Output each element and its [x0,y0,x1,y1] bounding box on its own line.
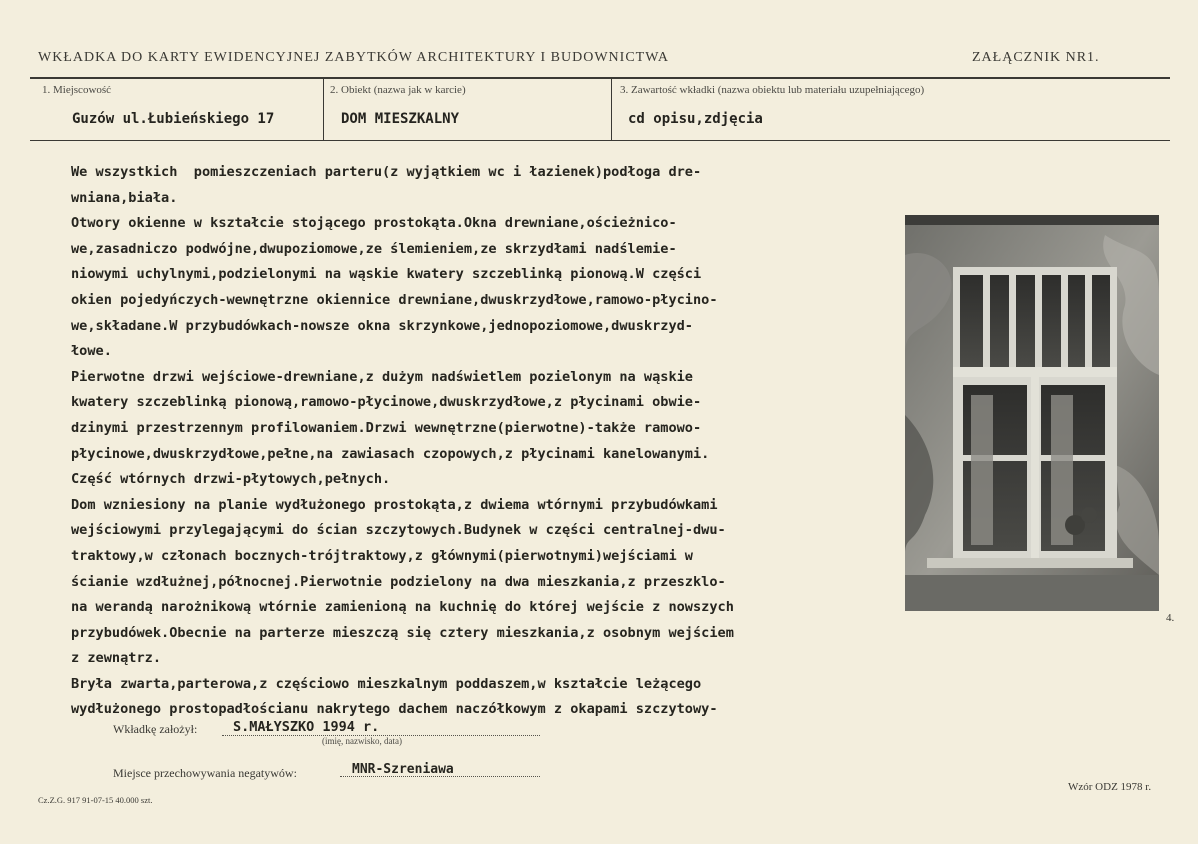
description-line: łowe. [71,343,112,360]
description-line: niowymi uchylnymi,podzielonymi na wąskie kwatery szczeblinką pionową.W części [71,266,702,283]
header-rule-top [30,77,1170,79]
description-line: wniana,biała. [71,189,178,206]
description-text [71,160,881,723]
founder-label: Wkładkę założył: [113,722,198,736]
field-contents-value: cd opisu,zdjęcia [628,111,763,127]
negatives-label: Miejsce przechowywania negatywów: [113,766,297,780]
description-line: traktowy,w członach bocznych-trójtraktowy,z głównymi(pierwotnymi)wejściami w [71,547,693,564]
negatives-dotted-line [340,776,540,777]
field-object-value: DOM MIESZKALNY [341,111,460,127]
description-line: na werandą narożnikową wtórnie zamienioną na kuchnię do której wejście z nowszych [71,599,734,616]
description-line: wydłużonego prostopadłościanu nakrytego dachem naczółkowym z okapami szczytowy- [71,701,718,718]
description-line: We wszystkich pomieszczeniach parteru(z wyjątkiem wc i łazienek)podłoga dre- [71,164,702,180]
window-photo [905,215,1159,611]
description-line: we,zasadniczo podwójne,dwupoziomowe,ze ślemieniem,ze skrzydłami nadślemie- [71,240,677,257]
founder-caption: (imię, nazwisko, data) [322,736,402,746]
field-locality-label: 1. Miejscowość [42,84,112,96]
description-line: przybudówek.Obecnie na parterze mieszczą się cztery mieszkania,z osobnym wejściem [71,624,734,641]
description-line: Pierwotne drzwi wejściowe-drewniane,z dużym nadświetlem pozielonym na wąskie [71,368,693,385]
description-line: dzinymi przestrzennym profilowaniem.Drzwi wewnętrzne(pierwotne)-także ramowo- [71,419,702,436]
field-locality-value: Guzów ul.Łubieńskiego 17 [72,111,275,127]
description-line: z zewnątrz. [71,650,162,667]
description-line: Część wtórnych drzwi-płytowych,pełnych. [71,471,391,488]
form-version: Wzór ODZ 1978 r. [1068,781,1152,793]
description-line: okien pojedyńczych-wewnętrzne okiennice drewniane,dwuskrzydłowe,ramowo-płycino- [71,291,718,308]
header-rule-bottom [30,140,1170,141]
description-line: ścianie wzdłużnej,północnej.Pierwotnie podzielony na dwa mieszkania,z przeszklo- [71,573,726,590]
field-contents-label: 3. Zawartość wkładki (nazwa obiektu lub materiału uzupełniającego) [620,84,925,96]
description-line: wejściowymi przylegającymi do ścian szczytowych.Budynek w części centralnej-dwu- [71,522,726,539]
attachment-number: ZAŁĄCZNIK NR1. [972,50,1100,65]
photo-number: 4. [1166,612,1175,624]
negatives-value: MNR-Szreniawa [352,762,454,777]
print-info: Cz.Z.G. 917 91-07-15 40.000 szt. [38,795,153,805]
field-object-label: 2. Obiekt (nazwa jak w karcie) [330,84,466,96]
description-line: Otwory okienne w kształcie stojącego prostokąta.Okna drewniane,ościeżnico- [71,215,677,232]
description-line: płycinowe,dwuskrzydłowe,pełne,na zawiasach czopowych,z płycinami kanelowanymi. [71,445,710,462]
description-line: Bryła zwarta,parterowa,z częściowo mieszkalnym poddaszem,w kształcie leżącego [71,675,702,692]
description-line: kwatery szczeblinką pionową,ramowo-płycinowe,dwuskrzydłowe,z płycinami obwie- [71,394,702,411]
field-divider-2 [611,79,612,140]
form-header-title: WKŁADKA DO KARTY EWIDENCYJNEJ ZABYTKÓW ARCHITEKTURY I BUDOWNICTWA [38,50,669,65]
founder-value: S.MAŁYSZKO 1994 r. [233,719,380,735]
field-divider-1 [323,79,324,140]
description-line: we,składane.W przybudówkach-nowsze okna skrzynkowe,jednopoziomowe,dwuskrzyd- [71,317,693,334]
description-line: Dom wzniesiony na planie wydłużonego prostokąta,z dwiema wtórnymi przybudówkami [71,496,718,513]
